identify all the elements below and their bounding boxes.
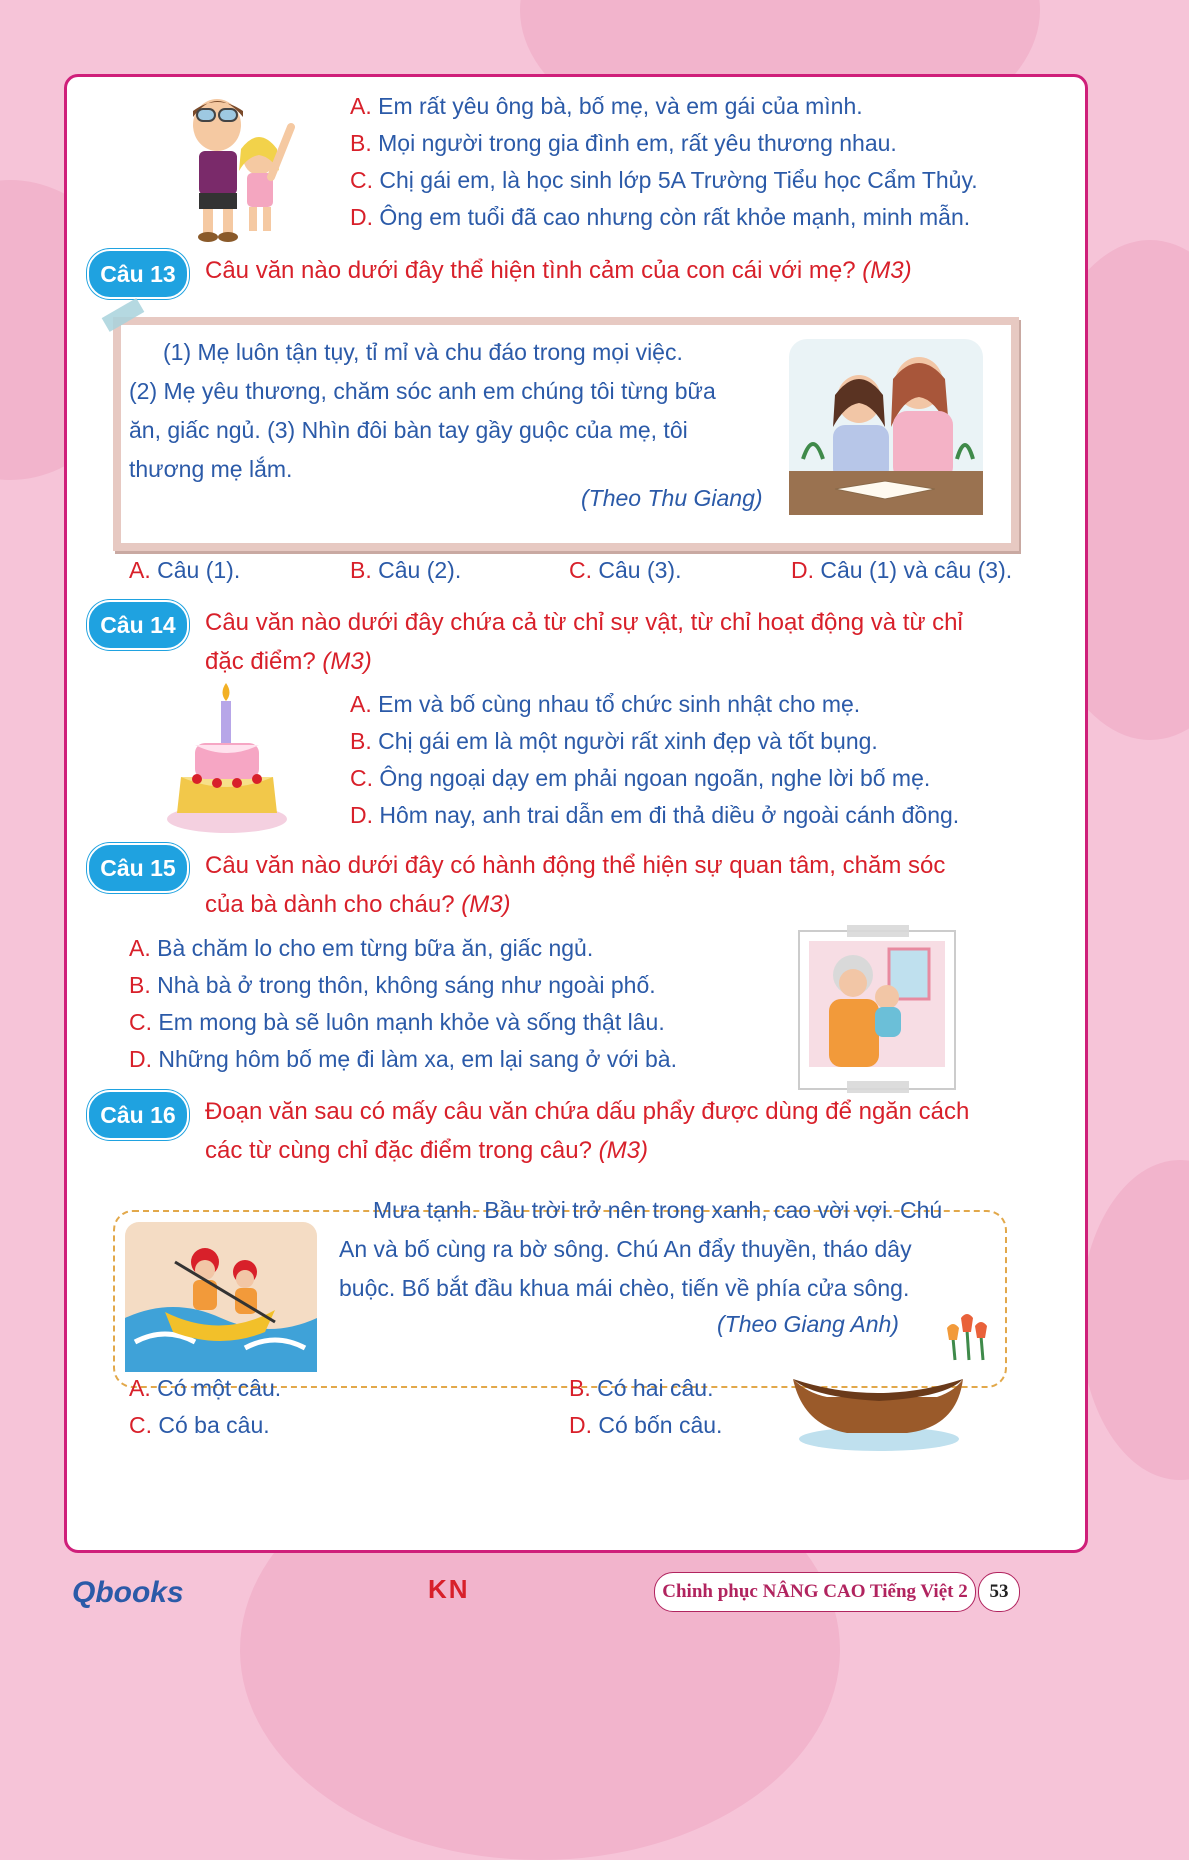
option-letter: D. <box>791 557 814 583</box>
wooden-boat-icon <box>787 1367 967 1457</box>
option-letter: C. <box>350 167 373 193</box>
q13-option-a <box>129 555 240 585</box>
q16-option-d <box>569 1410 722 1440</box>
question-badge-16: Câu 16 <box>87 1090 189 1140</box>
question-text: Câu văn nào dưới đây có hành động thể hiện sự quan tâm, chăm sóc <box>205 852 946 879</box>
q16-option-c <box>129 1410 270 1440</box>
passage-line: (1) Mẹ luôn tận tụy, tỉ mỉ và chu đáo trong mọi việc. <box>163 339 683 365</box>
option-letter: D. <box>350 204 373 230</box>
option-text: Hôm nay, anh trai dẫn em đi thả diều ở ngoài cánh đồng. <box>379 802 960 828</box>
option-text: Nhà bà ở trong thôn, không sáng như ngoài phố. <box>157 972 656 998</box>
question-text: Câu văn nào dưới đây chứa cả từ chỉ sự vật, từ chỉ hoạt động và từ chỉ <box>205 609 963 636</box>
option-letter: B. <box>350 130 372 156</box>
passage-line: Mưa tạnh. Bầu trời trở nên trong xanh, cao vời vợi. Chú <box>373 1197 943 1223</box>
option-letter: A. <box>350 93 372 119</box>
q16-source: (Theo Giang Anh) <box>717 1311 899 1337</box>
q14-question <box>205 603 963 681</box>
option-text: Chị gái em, là học sinh lớp 5A Trường Tiểu học Cẩm Thủy. <box>379 167 978 193</box>
option-letter: B. <box>350 728 372 754</box>
option-letter: B. <box>129 972 151 998</box>
question-level: (M3) <box>461 891 511 918</box>
q15-option-b <box>129 970 656 1000</box>
q16-option-b <box>569 1373 713 1403</box>
q12-option-b <box>350 128 897 158</box>
qbooks-logo: Qbooks <box>72 1576 184 1609</box>
background-circle <box>1080 1160 1189 1480</box>
option-letter: C. <box>350 765 373 791</box>
question-text: Đoạn văn sau có mấy câu văn chứa dấu phẩy được dùng để ngăn cách <box>205 1098 970 1125</box>
option-text: Có bốn câu. <box>598 1412 723 1438</box>
page-number: 53 <box>978 1572 1020 1612</box>
option-letter: A. <box>129 935 151 961</box>
question-level: (M3) <box>598 1137 648 1164</box>
option-text: Chị gái em là một người rất xinh đẹp và tốt bụng. <box>378 728 878 754</box>
q15-question <box>205 846 945 924</box>
option-text: Bà chăm lo cho em từng bữa ăn, giấc ngủ. <box>157 935 594 961</box>
option-text: Câu (2). <box>378 557 462 583</box>
option-letter: C. <box>129 1412 152 1438</box>
q15-option-d <box>129 1044 677 1074</box>
q16-passage <box>339 1191 979 1308</box>
option-text: Câu (3). <box>598 557 682 583</box>
option-text: Có một câu. <box>157 1375 282 1401</box>
question-badge-13: Câu 13 <box>87 249 189 299</box>
birthday-cake-icon <box>167 681 291 837</box>
q12-option-d <box>350 202 970 232</box>
question-text: đặc điểm? <box>205 648 316 675</box>
grandmother-child-photo <box>795 925 959 1095</box>
q14-option-d <box>350 800 959 830</box>
question-text: các từ cùng chỉ đặc điểm trong câu? <box>205 1137 592 1164</box>
option-letter: A. <box>129 557 151 583</box>
q14-option-a <box>350 689 860 719</box>
option-text: Mọi người trong gia đình em, rất yêu thương nhau. <box>378 130 897 156</box>
question-text: của bà dành cho cháu? <box>205 891 455 918</box>
q12-option-a <box>350 91 863 121</box>
q15-option-a <box>129 933 593 963</box>
option-text: Câu (1) và câu (3). <box>820 557 1013 583</box>
passage-line: buộc. Bố bắt đầu khua mái chèo, tiến về phía cửa sông. <box>339 1275 910 1301</box>
option-letter: B. <box>569 1375 591 1401</box>
question-level: (M3) <box>322 648 372 675</box>
option-letter: D. <box>569 1412 592 1438</box>
q14-option-b <box>350 726 878 756</box>
option-letter: A. <box>350 691 372 717</box>
passage-line: ăn, giấc ngủ. (3) Nhìn đôi bàn tay gầy guộc của mẹ, tôi <box>129 417 688 443</box>
option-letter: C. <box>129 1009 152 1035</box>
question-text: Câu văn nào dưới đây thể hiện tình cảm của con cái với mẹ? <box>205 257 856 284</box>
q16-option-a <box>129 1373 281 1403</box>
q16-question <box>205 1092 969 1170</box>
q13-option-d <box>791 555 1012 585</box>
passage-line: An và bố cùng ra bờ sông. Chú An đẩy thuyền, tháo dây <box>339 1236 912 1262</box>
option-text: Em mong bà sẽ luôn mạnh khỏe và sống thật lâu. <box>158 1009 665 1035</box>
option-letter: D. <box>129 1046 152 1072</box>
q15-option-c <box>129 1007 665 1037</box>
option-text: Những hôm bố mẹ đi làm xa, em lại sang ở với bà. <box>158 1046 677 1072</box>
q13-option-b <box>350 555 461 585</box>
option-text: Có hai câu. <box>597 1375 714 1401</box>
option-letter: C. <box>569 557 592 583</box>
q13-question <box>205 251 912 290</box>
q13-passage <box>129 333 769 489</box>
kn-logo: KN <box>428 1574 470 1604</box>
option-text: Câu (1). <box>157 557 241 583</box>
tulip-flowers-icon <box>941 1310 997 1362</box>
option-letter: A. <box>129 1375 151 1401</box>
q14-option-c <box>350 763 930 793</box>
q13-option-c <box>569 555 681 585</box>
option-text: Ông ngoại dạy em phải ngoan ngoãn, nghe lời bố mẹ. <box>379 765 931 791</box>
question-badge-15: Câu 15 <box>87 843 189 893</box>
q13-source: (Theo Thu Giang) <box>581 485 763 511</box>
question-level: (M3) <box>862 257 912 284</box>
question-badge-14: Câu 14 <box>87 600 189 650</box>
children-illustration <box>167 87 307 247</box>
option-letter: D. <box>350 802 373 828</box>
passage-line: thương mẹ lắm. <box>129 456 293 482</box>
q12-option-c <box>350 165 978 195</box>
option-text: Có ba câu. <box>158 1412 270 1438</box>
rafting-illustration <box>125 1222 317 1372</box>
worksheet-page <box>64 74 1088 1553</box>
passage-line: (2) Mẹ yêu thương, chăm sóc anh em chúng tôi từng bữa <box>129 378 716 404</box>
option-letter: B. <box>350 557 372 583</box>
option-text: Ông em tuổi đã cao nhưng còn rất khỏe mạnh, minh mẫn. <box>379 204 971 230</box>
option-text: Em rất yêu ông bà, bố mẹ, và em gái của mình. <box>378 93 863 119</box>
option-text: Em và bố cùng nhau tổ chức sinh nhật cho mẹ. <box>378 691 861 717</box>
mother-daughter-reading-illustration <box>789 339 983 515</box>
book-title: Chinh phục NÂNG CAO Tiếng Việt 2 <box>654 1572 976 1612</box>
